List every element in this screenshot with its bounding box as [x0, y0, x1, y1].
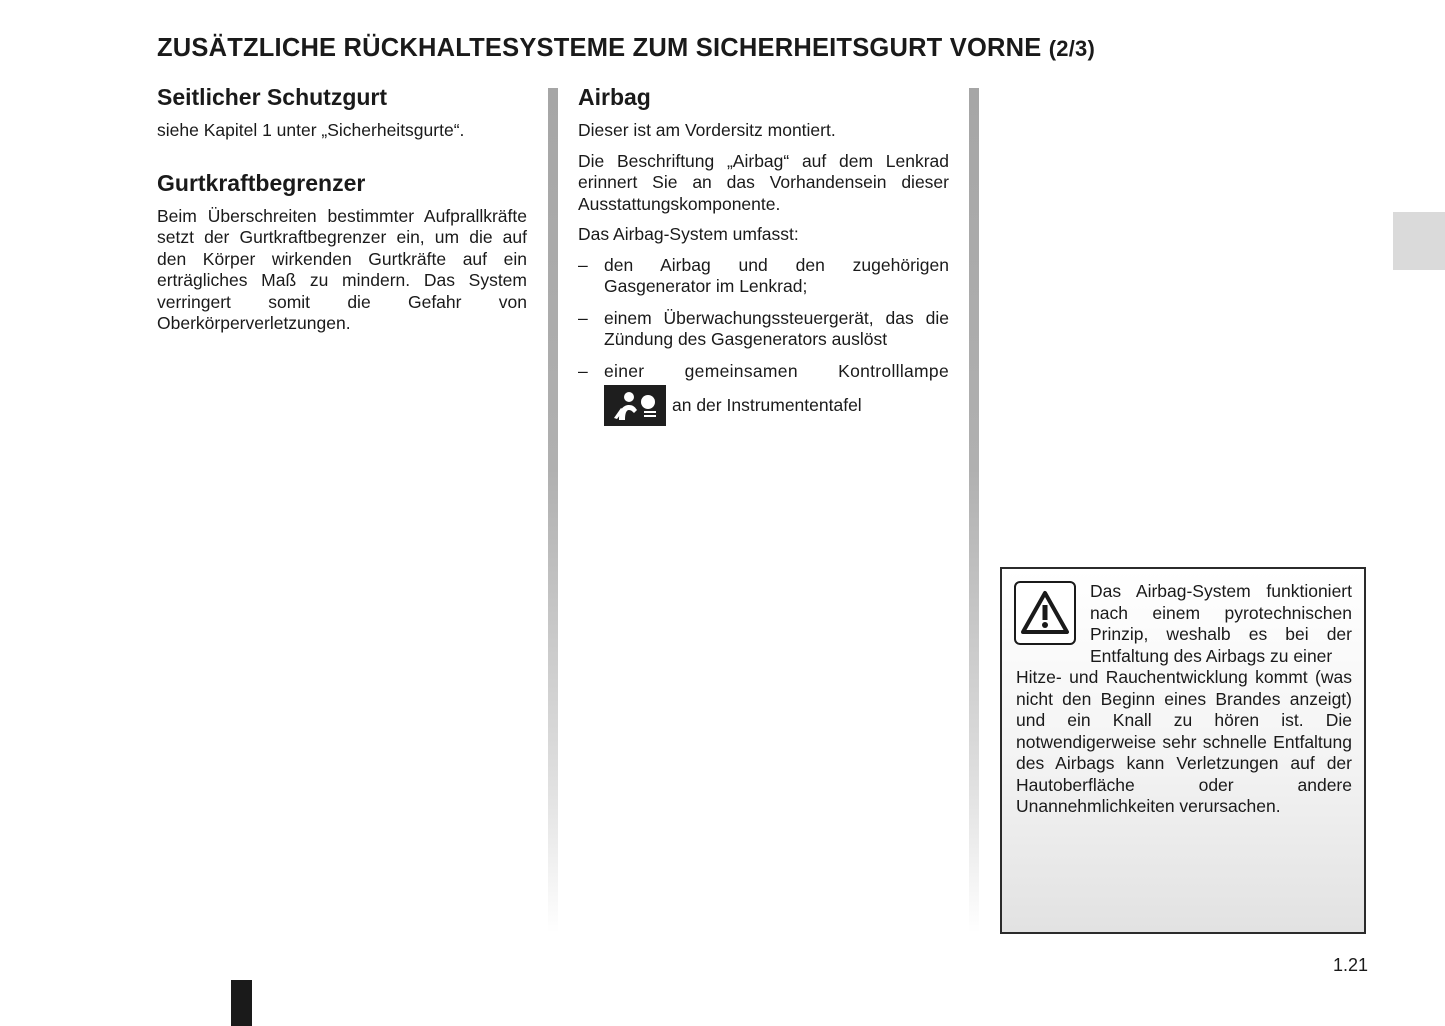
list-item — [578, 361, 949, 427]
airbag-paragraph-3: Das Airbag-System umfasst: — [578, 224, 799, 244]
section-text-seitlicher-schutzgurt: siehe Kapitel 1 unter „Sicherheitsgurte“. — [157, 120, 465, 140]
column-divider-right — [969, 88, 979, 933]
warning-box — [1000, 567, 1366, 934]
page-edge-marker — [231, 980, 252, 1026]
list-item-text: an der Instrumententafel — [672, 394, 862, 415]
list-dash: – — [578, 360, 588, 381]
page-title-text: ZUSÄTZLICHE RÜCKHALTESYSTEME ZUM SICHERHEITSGURT VORNE — [157, 34, 1042, 62]
list-word: gemeinsamen — [684, 360, 798, 381]
warning-triangle-icon — [1014, 581, 1076, 645]
list-item-text: den Airbag und den zugehörigen Gasgenerator im Lenkrad; — [604, 254, 949, 296]
column-divider-left — [548, 88, 558, 933]
section-heading-airbag: Airbag — [578, 84, 651, 110]
left-column — [157, 82, 527, 344]
list-item-text: einem Überwachungssteuergerät, das die Zündung des Gasgenerators auslöst — [604, 307, 949, 349]
list-dash: – — [578, 307, 588, 328]
airbag-paragraph-2: Die Beschriftung „Airbag“ auf dem Lenkrad erinnert Sie an das Vorhandensein dieser Ausstattungskomponente. — [578, 150, 949, 214]
chapter-tab-marker — [1393, 212, 1445, 270]
page-part: (2/3) — [1048, 36, 1095, 61]
airbag-warning-lamp-icon — [604, 385, 666, 426]
list-item-line — [604, 361, 949, 383]
list-item-line — [604, 385, 949, 426]
list-item — [578, 255, 949, 298]
list-dash: – — [578, 254, 588, 275]
section-heading-seitlicher-schutzgurt: Seitlicher Schutzgurt — [157, 84, 388, 110]
page-title — [157, 34, 1095, 63]
airbag-components-list — [578, 255, 949, 427]
list-word: einer — [604, 360, 645, 381]
list-word: Kontrolllampe — [838, 360, 949, 381]
section-heading-gurtkraftbegrenzer: Gurtkraftbegrenzer — [157, 169, 366, 196]
airbag-paragraph-1: Dieser ist am Vordersitz montiert. — [578, 120, 836, 140]
list-item — [578, 308, 949, 351]
middle-column — [578, 82, 949, 436]
warning-text-lead: Das Airbag-System funktioniert nach einem pyrotechnischen Prinzip, weshalb es bei der Entfaltung des Airbags zu einer — [1090, 581, 1352, 666]
page-number: 1.21 — [1333, 955, 1369, 975]
warning-text-tail: Hitze- und Rauchentwicklung kommt (was nicht den Beginn eines Brandes anzeigt) und ein Knall zu hören ist. Die notwendigerweise sehr schnelle Entfaltung des Airbags kann Verletzungen auf der Hautoberfläche oder andere Unannehmlichkeiten verursachen. — [1016, 667, 1352, 816]
section-text-gurtkraftbegrenzer: Beim Überschreiten bestimmter Aufprallkräfte setzt der Gurtkraftbegrenzer ein, um die auf den Körper wirkenden Gurtkräfte auf ein erträgliches Maß zu mindern. Das System verringert somit die Gefahr von Oberkörperverletzungen. — [157, 205, 527, 333]
